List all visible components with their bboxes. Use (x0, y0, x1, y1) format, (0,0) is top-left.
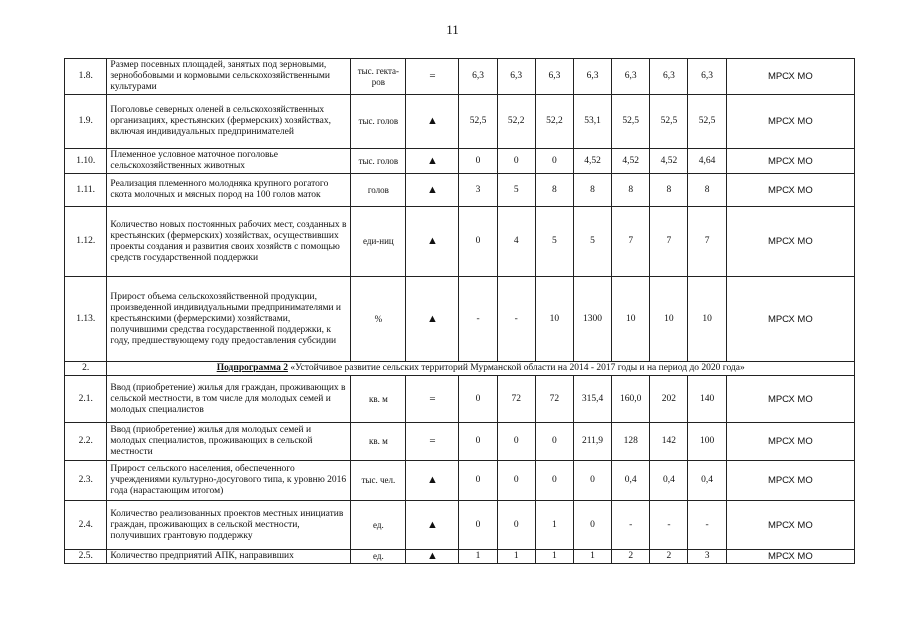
value-cell: 7 (650, 207, 688, 277)
value-cell: 0 (497, 423, 535, 461)
unit-cell: тыс. гекта-ров (351, 59, 406, 95)
value-cell: 6,3 (535, 59, 573, 95)
value-cell: 0 (459, 207, 497, 277)
value-cell: - (497, 277, 535, 362)
value-cell: 0 (573, 501, 611, 550)
value-cell: 6,3 (688, 59, 726, 95)
page-number: 11 (446, 22, 459, 37)
value-cell: 5 (573, 207, 611, 277)
value-cell: 72 (497, 376, 535, 423)
value-cell: 7 (688, 207, 726, 277)
unit-cell: % (351, 277, 406, 362)
trend-symbol: = (406, 376, 459, 423)
responsible-cell: МРСХ МО (726, 59, 854, 95)
value-cell: 128 (612, 423, 650, 461)
value-cell: 52,5 (688, 95, 726, 149)
value-cell: - (688, 501, 726, 550)
value-cell: 10 (650, 277, 688, 362)
value-cell: 0 (497, 149, 535, 174)
value-cell: - (650, 501, 688, 550)
table-row (65, 461, 855, 501)
subprogram-title-bold: Подпрограмма 2 (216, 363, 288, 373)
value-cell: 6,3 (650, 59, 688, 95)
row-number: 1.8. (65, 59, 107, 95)
responsible-cell: МРСХ МО (726, 95, 854, 149)
unit-cell: голов (351, 174, 406, 207)
subprogram-header (65, 362, 855, 376)
value-cell: 2 (612, 550, 650, 564)
responsible-cell: МРСХ МО (726, 207, 854, 277)
value-cell: 53,1 (573, 95, 611, 149)
trend-symbol: ▲ (406, 461, 459, 501)
table-row (65, 174, 855, 207)
value-cell: 6,3 (459, 59, 497, 95)
value-cell: 52,2 (535, 95, 573, 149)
value-cell: 0,4 (650, 461, 688, 501)
value-cell: 5 (497, 174, 535, 207)
table-body-section-2 (65, 376, 855, 564)
value-cell: 0 (535, 149, 573, 174)
indicator-name: Реализация племенного молодняка крупного рогатого скота молочных и мясных пород на 100 голов маток (107, 174, 351, 207)
value-cell: 8 (650, 174, 688, 207)
value-cell: 0,4 (612, 461, 650, 501)
value-cell: 0 (459, 376, 497, 423)
row-number: 1.13. (65, 277, 107, 362)
unit-cell: тыс. голов (351, 149, 406, 174)
value-cell: 315,4 (573, 376, 611, 423)
value-cell: 10 (535, 277, 573, 362)
responsible-cell: МРСХ МО (726, 174, 854, 207)
value-cell: 8 (688, 174, 726, 207)
trend-symbol: ▲ (406, 207, 459, 277)
table-row (65, 149, 855, 174)
unit-cell: еди-ниц (351, 207, 406, 277)
value-cell: 0 (459, 423, 497, 461)
value-cell: 7 (612, 207, 650, 277)
value-cell: - (612, 501, 650, 550)
indicator-name: Поголовье северных оленей в сельскохозяйственных организациях, крестьянских (фермерских) хозяйствах, включая индивидуальных предпринимателей (107, 95, 351, 149)
table-row (65, 376, 855, 423)
value-cell: - (459, 277, 497, 362)
row-number: 2.2. (65, 423, 107, 461)
value-cell: 6,3 (612, 59, 650, 95)
trend-symbol: ▲ (406, 550, 459, 564)
trend-symbol: ▲ (406, 501, 459, 550)
value-cell: 8 (535, 174, 573, 207)
value-cell: 2 (650, 550, 688, 564)
value-cell: 3 (459, 174, 497, 207)
value-cell: 4,64 (688, 149, 726, 174)
value-cell: 142 (650, 423, 688, 461)
value-cell: 8 (612, 174, 650, 207)
value-cell: 10 (688, 277, 726, 362)
responsible-cell: МРСХ МО (726, 550, 854, 564)
value-cell: 140 (688, 376, 726, 423)
trend-symbol: ▲ (406, 95, 459, 149)
unit-cell: кв. м (351, 423, 406, 461)
value-cell: 0 (497, 501, 535, 550)
value-cell: 4,52 (650, 149, 688, 174)
value-cell: 0 (497, 461, 535, 501)
table-row (65, 550, 855, 564)
row-number: 2.4. (65, 501, 107, 550)
value-cell: 1 (573, 550, 611, 564)
subprogram-title-rest: «Устойчивое развитие сельских территорий Мурманской области на 2014 - 2017 годы и на период до 2020 года» (287, 363, 745, 373)
responsible-cell: МРСХ МО (726, 277, 854, 362)
value-cell: 3 (688, 550, 726, 564)
value-cell: 1300 (573, 277, 611, 362)
value-cell: 0,4 (688, 461, 726, 501)
trend-symbol: ▲ (406, 277, 459, 362)
value-cell: 4,52 (612, 149, 650, 174)
row-number: 1.9. (65, 95, 107, 149)
responsible-cell: МРСХ МО (726, 501, 854, 550)
value-cell: 1 (459, 550, 497, 564)
table-body-section-1 (65, 59, 855, 362)
indicator-name: Прирост объема сельскохозяйственной продукции, произведенной индивидуальными предпринимателями и крестьянскими (фермерскими) хозяйствами, получившими средства государственной поддержки, к году, предшествующему году предоставления субсидии (107, 277, 351, 362)
table-row (65, 501, 855, 550)
value-cell: 52,2 (497, 95, 535, 149)
unit-cell: ед. (351, 550, 406, 564)
indicator-name: Прирост сельского населения, обеспеченного учреждениями культурно-досугового типа, к уровню 2016 года (нарастающим итогом) (107, 461, 351, 501)
indicator-name: Количество предприятий АПК, направивших (107, 550, 351, 564)
value-cell: 0 (573, 461, 611, 501)
value-cell: 4,52 (573, 149, 611, 174)
unit-cell: тыс. чел. (351, 461, 406, 501)
value-cell: 52,5 (650, 95, 688, 149)
table-row (65, 95, 855, 149)
value-cell: 0 (535, 423, 573, 461)
indicator-name: Ввод (приобретение) жилья для молодых семей и молодых специалистов, проживающих в сельской местности (107, 423, 351, 461)
value-cell: 1 (535, 550, 573, 564)
responsible-cell: МРСХ МО (726, 461, 854, 501)
trend-symbol: ▲ (406, 149, 459, 174)
indicator-name: Количество реализованных проектов местных инициатив граждан, проживающих в сельской местности, получивших грантовую поддержку (107, 501, 351, 550)
row-number: 2.1. (65, 376, 107, 423)
value-cell: 0 (459, 461, 497, 501)
subprogram-title (107, 362, 855, 376)
value-cell: 0 (459, 501, 497, 550)
table-row (65, 59, 855, 95)
value-cell: 52,5 (459, 95, 497, 149)
table-row (65, 207, 855, 277)
indicator-name: Ввод (приобретение) жилья для граждан, проживающих в сельской местности, в том числе для молодых семей и молодых специалистов (107, 376, 351, 423)
value-cell: 10 (612, 277, 650, 362)
indicator-name: Размер посевных площадей, занятых под зерновыми, зернобобовыми и кормовыми сельскохозяйственными культурами (107, 59, 351, 95)
value-cell: 5 (535, 207, 573, 277)
trend-symbol: ▲ (406, 174, 459, 207)
responsible-cell: МРСХ МО (726, 376, 854, 423)
responsible-cell: МРСХ МО (726, 423, 854, 461)
value-cell: 52,5 (612, 95, 650, 149)
value-cell: 211,9 (573, 423, 611, 461)
value-cell: 1 (535, 501, 573, 550)
row-number: 1.11. (65, 174, 107, 207)
value-cell: 0 (535, 461, 573, 501)
row-number: 1.10. (65, 149, 107, 174)
value-cell: 8 (573, 174, 611, 207)
value-cell: 1 (497, 550, 535, 564)
indicator-name: Племенное условное маточное поголовье сельскохозяйственных животных (107, 149, 351, 174)
trend-symbol: = (406, 59, 459, 95)
indicators-table (64, 58, 855, 564)
table-row (65, 423, 855, 461)
table-row (65, 277, 855, 362)
value-cell: 6,3 (497, 59, 535, 95)
unit-cell: тыс. голов (351, 95, 406, 149)
value-cell: 100 (688, 423, 726, 461)
row-number: 2.5. (65, 550, 107, 564)
indicator-name: Количество новых постоянных рабочих мест, созданных в крестьянских (фермерских) хозяйствах, осуществивших проекты создания и развития своих хозяйств с помощью средств государственной поддержки (107, 207, 351, 277)
value-cell: 4 (497, 207, 535, 277)
value-cell: 202 (650, 376, 688, 423)
row-number: 2.3. (65, 461, 107, 501)
unit-cell: кв. м (351, 376, 406, 423)
responsible-cell: МРСХ МО (726, 149, 854, 174)
value-cell: 160,0 (612, 376, 650, 423)
unit-cell: ед. (351, 501, 406, 550)
value-cell: 72 (535, 376, 573, 423)
value-cell: 6,3 (573, 59, 611, 95)
value-cell: 0 (459, 149, 497, 174)
trend-symbol: = (406, 423, 459, 461)
subprogram-number: 2. (65, 362, 107, 376)
row-number: 1.12. (65, 207, 107, 277)
